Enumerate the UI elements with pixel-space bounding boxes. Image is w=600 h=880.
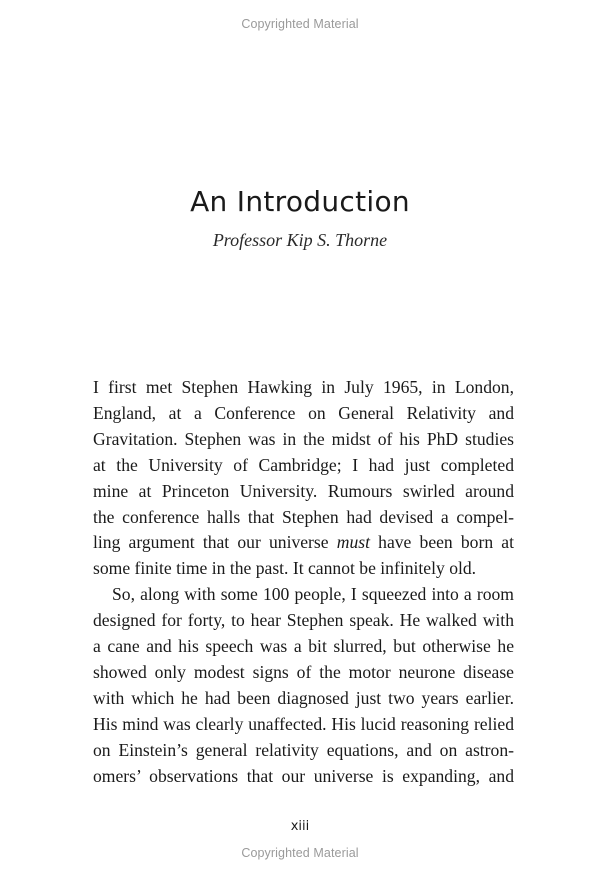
emphasis-text: must bbox=[336, 532, 370, 553]
text-line: omers’ observations that our universe is expanding, and bbox=[93, 765, 514, 786]
copyright-watermark-top: Copyrighted Material bbox=[241, 17, 359, 31]
text-line: on Einstein’s general relativity equations, and on astron- bbox=[93, 739, 514, 760]
text-line: with which he had been diagnosed just two years earlier. bbox=[93, 687, 514, 708]
text-line: at the University of Cambridge; I had just completed bbox=[93, 454, 514, 475]
text-line bbox=[93, 530, 514, 556]
text-line: mine at Princeton University. Rumours swirled around bbox=[93, 480, 514, 501]
text-line: a cane and his speech was a bit slurred, but otherwise he bbox=[93, 636, 514, 657]
text-line: showed only modest signs of the motor neurone disease bbox=[93, 661, 514, 682]
text-run: have been born at bbox=[369, 532, 514, 553]
text-line: England, at a Conference on General Relativity and bbox=[93, 402, 514, 423]
text-line: some finite time in the past. It cannot be infinitely old. bbox=[93, 558, 477, 579]
text-line: So, along with some 100 people, I squeezed into a room bbox=[112, 584, 514, 605]
text-line: I first met Stephen Hawking in July 1965, in London, bbox=[93, 377, 514, 397]
copyright-watermark-bottom: Copyrighted Material bbox=[241, 846, 359, 860]
paragraph-2 bbox=[93, 582, 514, 789]
text-run: ling argument that our universe bbox=[93, 532, 337, 553]
chapter-title: An Introduction bbox=[190, 185, 410, 218]
chapter-author: Professor Kip S. Thorne bbox=[212, 230, 388, 250]
page-number: xiii bbox=[290, 819, 310, 834]
text-line: His mind was clearly unaffected. His lucid reasoning relied bbox=[93, 713, 514, 734]
text-line: Gravitation. Stephen was in the midst of his PhD studies bbox=[93, 428, 514, 449]
body-text bbox=[93, 375, 514, 790]
text-line: designed for forty, to hear Stephen speak. He walked with bbox=[93, 610, 514, 631]
text-line: the conference halls that Stephen had devised a compel- bbox=[93, 506, 514, 527]
paragraph-1 bbox=[93, 375, 514, 582]
